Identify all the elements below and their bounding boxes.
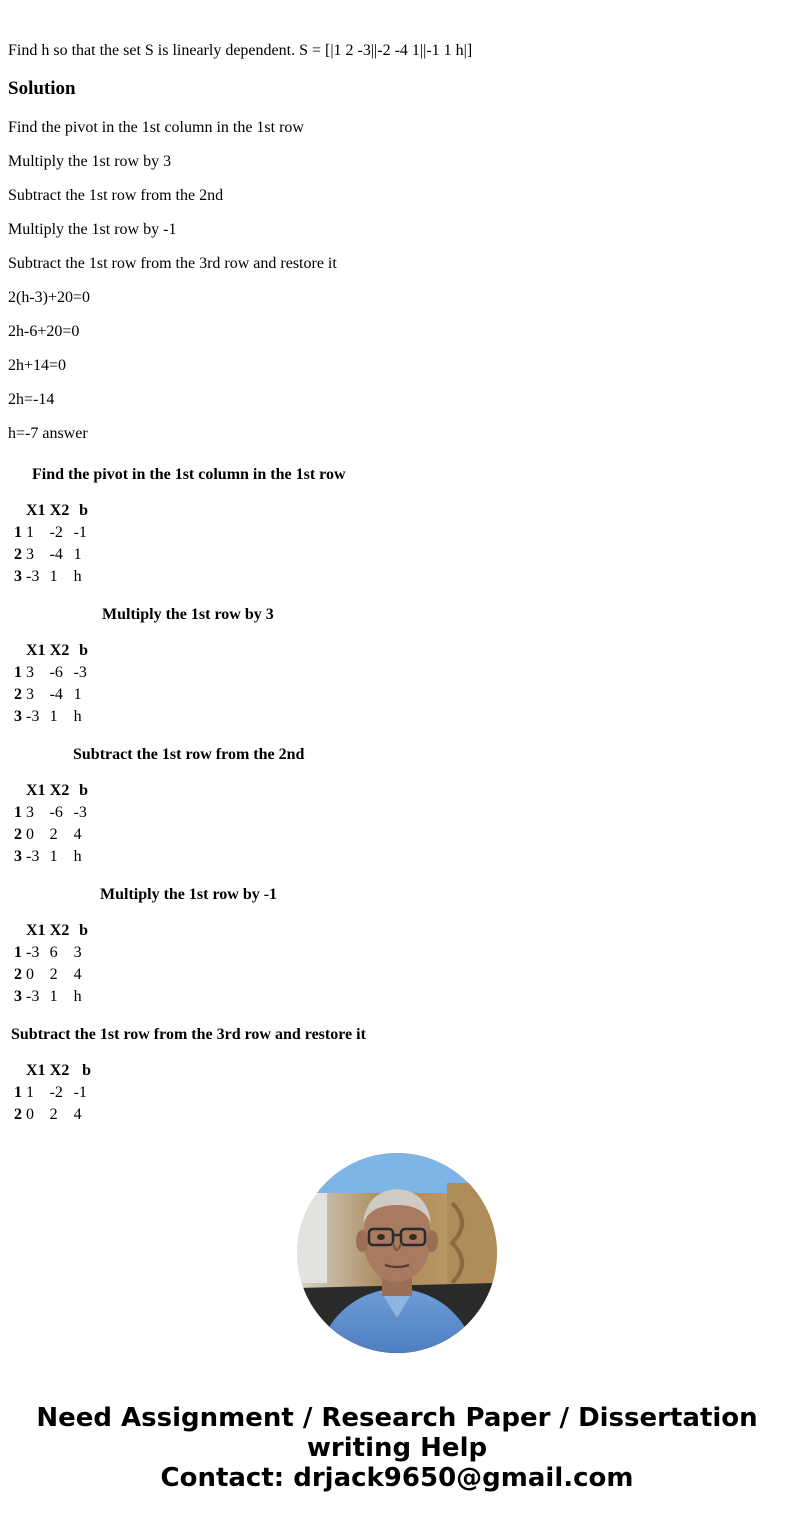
matrix-table [12,500,96,588]
table-cell: -4 [49,546,63,563]
table-row [12,802,96,824]
column-header: X1 [26,502,46,519]
row-label: 2 [14,1106,22,1123]
equation-line: 2h-6+20=0 [8,323,80,340]
equation-line: 2(h-3)+20=0 [8,289,91,306]
table-cell: 3 [26,546,34,563]
matrix-table [12,1060,96,1126]
table-row [12,1104,96,1126]
table-cell: -3 [26,568,40,585]
table-cell: 3 [73,944,82,961]
row-label: 3 [14,848,22,865]
solution-heading: Solution [8,78,76,99]
table-cell: 0 [26,966,34,983]
table-row [12,662,96,684]
column-header: X1 [26,642,46,659]
table-row [12,684,96,706]
row-label: 3 [14,988,22,1005]
table-caption: Subtract the 1st row from the 3rd row and restore it [11,1026,366,1043]
contact-line: Contact: drjack9650@gmail.com [160,1463,634,1493]
table-cell: 1 [49,568,58,585]
table-caption: Find the pivot in the 1st column in the 1st row [32,466,346,483]
table-cell: -3 [26,944,40,961]
row-label: 1 [14,944,22,961]
row-label: 1 [14,1084,22,1101]
column-header: X2 [49,502,70,519]
equation-line: 2h+14=0 [8,357,67,374]
table-cell: 1 [73,546,82,563]
table-row [12,522,96,544]
table-cell: -4 [49,686,63,703]
table-cell: 6 [49,944,58,961]
table-header-row [12,780,96,802]
row-label: 2 [14,686,22,703]
row-label: 2 [14,826,22,843]
matrix-table [12,920,96,1008]
table-cell: -3 [26,988,40,1005]
table-cell: 0 [26,1106,34,1123]
column-header: X2 [49,642,70,659]
table-cell: 2 [49,1106,58,1123]
table-cell: h [73,708,82,725]
step-line: Multiply the 1st row by -1 [8,221,177,238]
table-cell: h [73,988,82,1005]
table-cell: 4 [73,1106,82,1123]
table-row [12,824,96,846]
table-cell: 3 [26,664,34,681]
table-header-row [12,640,96,662]
table-cell: -3 [73,804,87,821]
table-caption: Multiply the 1st row by 3 [102,606,274,623]
column-header: X2 [49,782,70,799]
row-label: 3 [14,568,22,585]
table-row [12,706,96,728]
table-cell: -3 [26,708,40,725]
table-cell: 4 [73,826,82,843]
table-cell: -6 [49,664,63,681]
promo-line: writing Help [306,1433,488,1463]
table-row [12,964,96,986]
column-header: b [79,502,89,519]
column-header: X1 [26,922,46,939]
table-row [12,544,96,566]
table-cell: 1 [49,708,58,725]
column-header: X1 [26,1062,46,1079]
column-header: X2 [49,1062,70,1079]
equation-line: 2h=-14 [8,391,55,408]
table-row [12,942,96,964]
row-label: 2 [14,546,22,563]
table-cell: -1 [73,1084,87,1101]
question-text: Find h so that the set S is linearly dependent. S = [|1 2 -3||-2 -4 1||-1 1 h|] [8,42,473,59]
table-caption: Subtract the 1st row from the 2nd [73,746,305,763]
matrix-table [12,640,96,728]
table-cell: -6 [49,804,63,821]
step-line: Find the pivot in the 1st column in the 1st row [8,119,304,136]
column-header: b [82,1062,92,1079]
table-cell: -2 [49,524,63,541]
step-line: Multiply the 1st row by 3 [8,153,172,170]
table-row [12,1082,96,1104]
table-cell: h [73,848,82,865]
table-row [12,846,96,868]
table-cell: 2 [49,966,58,983]
row-label: 1 [14,804,22,821]
table-cell: 4 [73,966,82,983]
table-row [12,986,96,1008]
table-caption: Multiply the 1st row by -1 [100,886,278,903]
table-cell: 1 [49,988,58,1005]
table-cell: -1 [73,524,87,541]
table-cell: 1 [26,1084,34,1101]
table-header-row [12,1060,96,1082]
table-cell: 0 [26,826,34,843]
promo-banner [0,1403,794,1493]
table-cell: 2 [49,826,58,843]
row-label: 1 [14,664,22,681]
column-header: b [79,782,89,799]
column-header: b [79,642,89,659]
table-cell: -2 [49,1084,63,1101]
table-cell: -3 [26,848,40,865]
table-row [12,566,96,588]
table-cell: h [73,568,82,585]
row-label: 2 [14,966,22,983]
table-cell: 1 [73,686,82,703]
column-header: X2 [49,922,70,939]
answer-line: h=-7 answer [8,425,88,442]
table-header-row [12,500,96,522]
table-cell: 1 [49,848,58,865]
step-line: Subtract the 1st row from the 3rd row and restore it [8,255,337,272]
row-label: 3 [14,708,22,725]
table-cell: 3 [26,686,34,703]
column-header: X1 [26,782,46,799]
table-cell: 1 [26,524,34,541]
promo-line: Need Assignment / Research Paper / Dissertation [36,1403,758,1433]
avatar [297,1153,497,1353]
table-cell: 3 [26,804,34,821]
table-cell: -3 [73,664,87,681]
row-label: 1 [14,524,22,541]
column-header: b [79,922,89,939]
step-line: Subtract the 1st row from the 2nd [8,187,224,204]
portrait-photo [297,1153,497,1353]
matrix-table [12,780,96,868]
table-header-row [12,920,96,942]
